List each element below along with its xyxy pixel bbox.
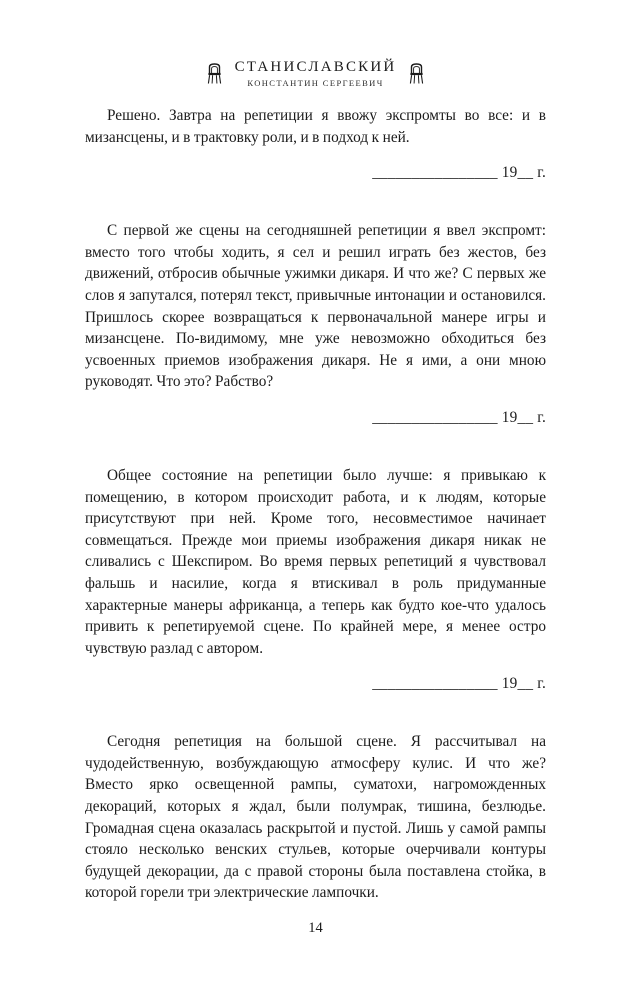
page-number: 14 xyxy=(308,920,323,937)
author-subtitle: КОНСТАНТИН СЕРГЕЕВИЧ xyxy=(247,78,384,88)
date-blank-line-1: ________________ 19__ г. xyxy=(372,164,546,182)
paragraph-4: Сегодня репетиция на большой сцене. Я рассчитывал на чудодейственную, возбуждающую атмосферу кулис. И что же? Вместо ярко освещенной рампы, суматохи, нагроможденных декораций, которых я ждал, были полумрак, тишина, безлюдье. Громадная сцена оказалась раскрытой и пустой. Лишь у самой рампы стояло несколько венских стульев, которые очерчивали контуры будущей декорации, да с правой стороны была поставлена стойка, в которой горели три электрические лампочки. xyxy=(85,733,546,902)
page-header xyxy=(85,58,546,89)
paragraph-1: Решено. Завтра на репетиции я ввожу экспромты во все: и в мизансцены, и в трактовку роли, и в подход к ней. xyxy=(85,107,546,146)
header-text xyxy=(235,58,397,89)
author-name: СТАНИСЛАВСКИЙ xyxy=(234,59,397,75)
paragraph-2: С первой же сцены на сегодняшней репетиции я ввел экспромт: вместо того чтобы ходить, я сел и решил играть без жестов, без движений, отбросив обычные ужимки дикаря. И что же? С первых же слов я запутался, потерял текст, привычные интонации и остановился. Пришлось скорее возвращаться к первоначальной манере игры и мизансцене. По-видимому, мне уже невозможно обходиться без усвоенных приемов изображения дикаря. Не я ими, а они мною руководят. Что это? Рабство? xyxy=(85,222,546,391)
paragraph-3: Общее состояние на репетиции было лучше: я привыкаю к помещению, в котором происходит работа, и к людям, которые присутствуют при ней. Кроме того, несовместимое начинает совмещаться. Прежде мои приемы изображения дикаря никак не сливались с Шекспиром. Во время первых репетиций я чувствовал фальшь и насилие, когда я втискивал в роль придуманные характерные манеры африканца, а теперь как будто кое-что удалось привить к репетируемой сцене. По крайней мере, я менее остро чувствую разлад с автором. xyxy=(85,466,546,657)
chair-ornament-right-icon xyxy=(409,63,424,84)
date-blank-line-3: ________________ 19__ г. xyxy=(372,675,546,693)
date-blank-line-2: ________________ 19__ г. xyxy=(372,408,546,426)
chair-ornament-left-icon xyxy=(207,63,222,84)
